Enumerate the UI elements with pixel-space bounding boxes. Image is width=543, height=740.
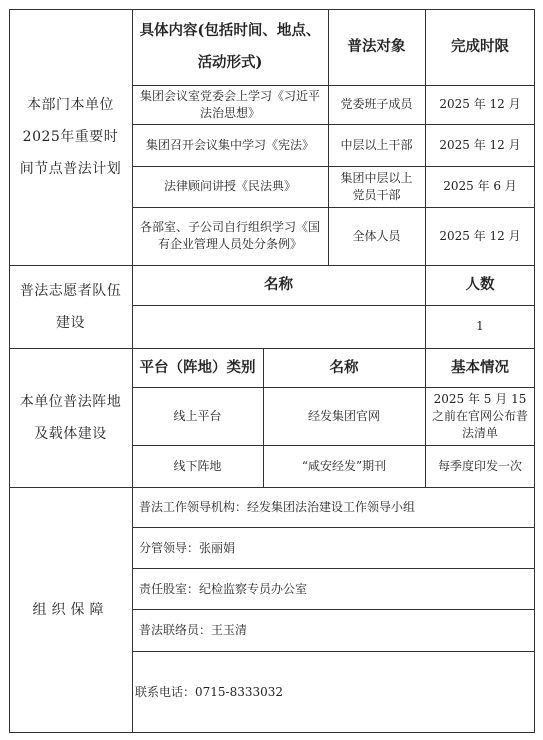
platform-row-2-type: 线下阵地 xyxy=(173,458,222,473)
volunteer-count-value: 1 xyxy=(476,319,484,333)
plan-section-label: 本部门本单位2025年重要时间节点普法计划 xyxy=(19,97,122,177)
platform-header-type: 平台（阵地）类别 xyxy=(139,358,256,376)
plan-row-3-deadline: 2025 年 6 月 xyxy=(443,179,517,193)
header-content: 具体内容(包括时间、地点、活动形式) xyxy=(139,22,321,71)
plan-row-1-content: 集团会议室党委会上学习《习近平法治思想》 xyxy=(139,88,320,120)
plan-row-1-deadline: 2025 年 12 月 xyxy=(439,97,521,111)
org-line-phone: 联系电话：0715-8333032 xyxy=(135,684,284,699)
platform-row-1-type: 线上平台 xyxy=(173,408,222,423)
plan-row-4-deadline: 2025 年 12 月 xyxy=(439,228,521,243)
plan-row-3-audience: 集团中层以上党员干部 xyxy=(340,170,413,202)
org-line-liaison: 普法联络员：王玉清 xyxy=(139,623,248,637)
platform-row-2-info: 每季度印发一次 xyxy=(437,458,522,473)
platform-header-name: 名称 xyxy=(329,358,359,376)
org-line-leading-body: 普法工作领导机构：经发集团法治建设工作领导小组 xyxy=(139,500,416,514)
org-line-responsible-office: 责任股室：纪检监察专员办公室 xyxy=(139,581,308,596)
plan-row-1-audience: 党委班子成员 xyxy=(340,97,413,111)
plan-row-4-content: 各部室、子公司自行组织学习《国有企业管理人员处分条例》 xyxy=(139,220,320,251)
plan-row-4-audience: 全体人员 xyxy=(352,228,401,243)
header-audience: 普法对象 xyxy=(347,38,406,55)
volunteer-header-name: 名称 xyxy=(264,276,293,293)
volunteer-header-count: 人数 xyxy=(465,276,495,293)
plan-row-3-content: 法律顾问讲授《民法典》 xyxy=(163,179,296,193)
plan-row-2-deadline: 2025 年 12 月 xyxy=(439,137,521,152)
header-deadline: 完成时限 xyxy=(451,38,509,55)
platform-section-label: 本单位普法阵地及载体建设 xyxy=(19,393,122,442)
platform-row-2-name: “咸安经发”期刊 xyxy=(301,458,387,473)
plan-row-2-content: 集团召开会议集中学习《宪法》 xyxy=(145,137,314,152)
volunteer-section-label: 普法志愿者队伍建设 xyxy=(19,282,122,331)
org-section-label: 组织保障 xyxy=(32,602,109,618)
platform-header-info: 基本情况 xyxy=(451,358,509,376)
plan-row-2-audience: 中层以上干部 xyxy=(340,137,413,152)
platform-row-1-name: 经发集团官网 xyxy=(307,408,380,423)
volunteer-name-value xyxy=(133,306,424,347)
org-line-supervisor: 分管领导：张丽娟 xyxy=(139,540,236,555)
platform-row-1-info: 2025 年 5 月 15 之前在官网公布普法清单 xyxy=(431,391,528,440)
